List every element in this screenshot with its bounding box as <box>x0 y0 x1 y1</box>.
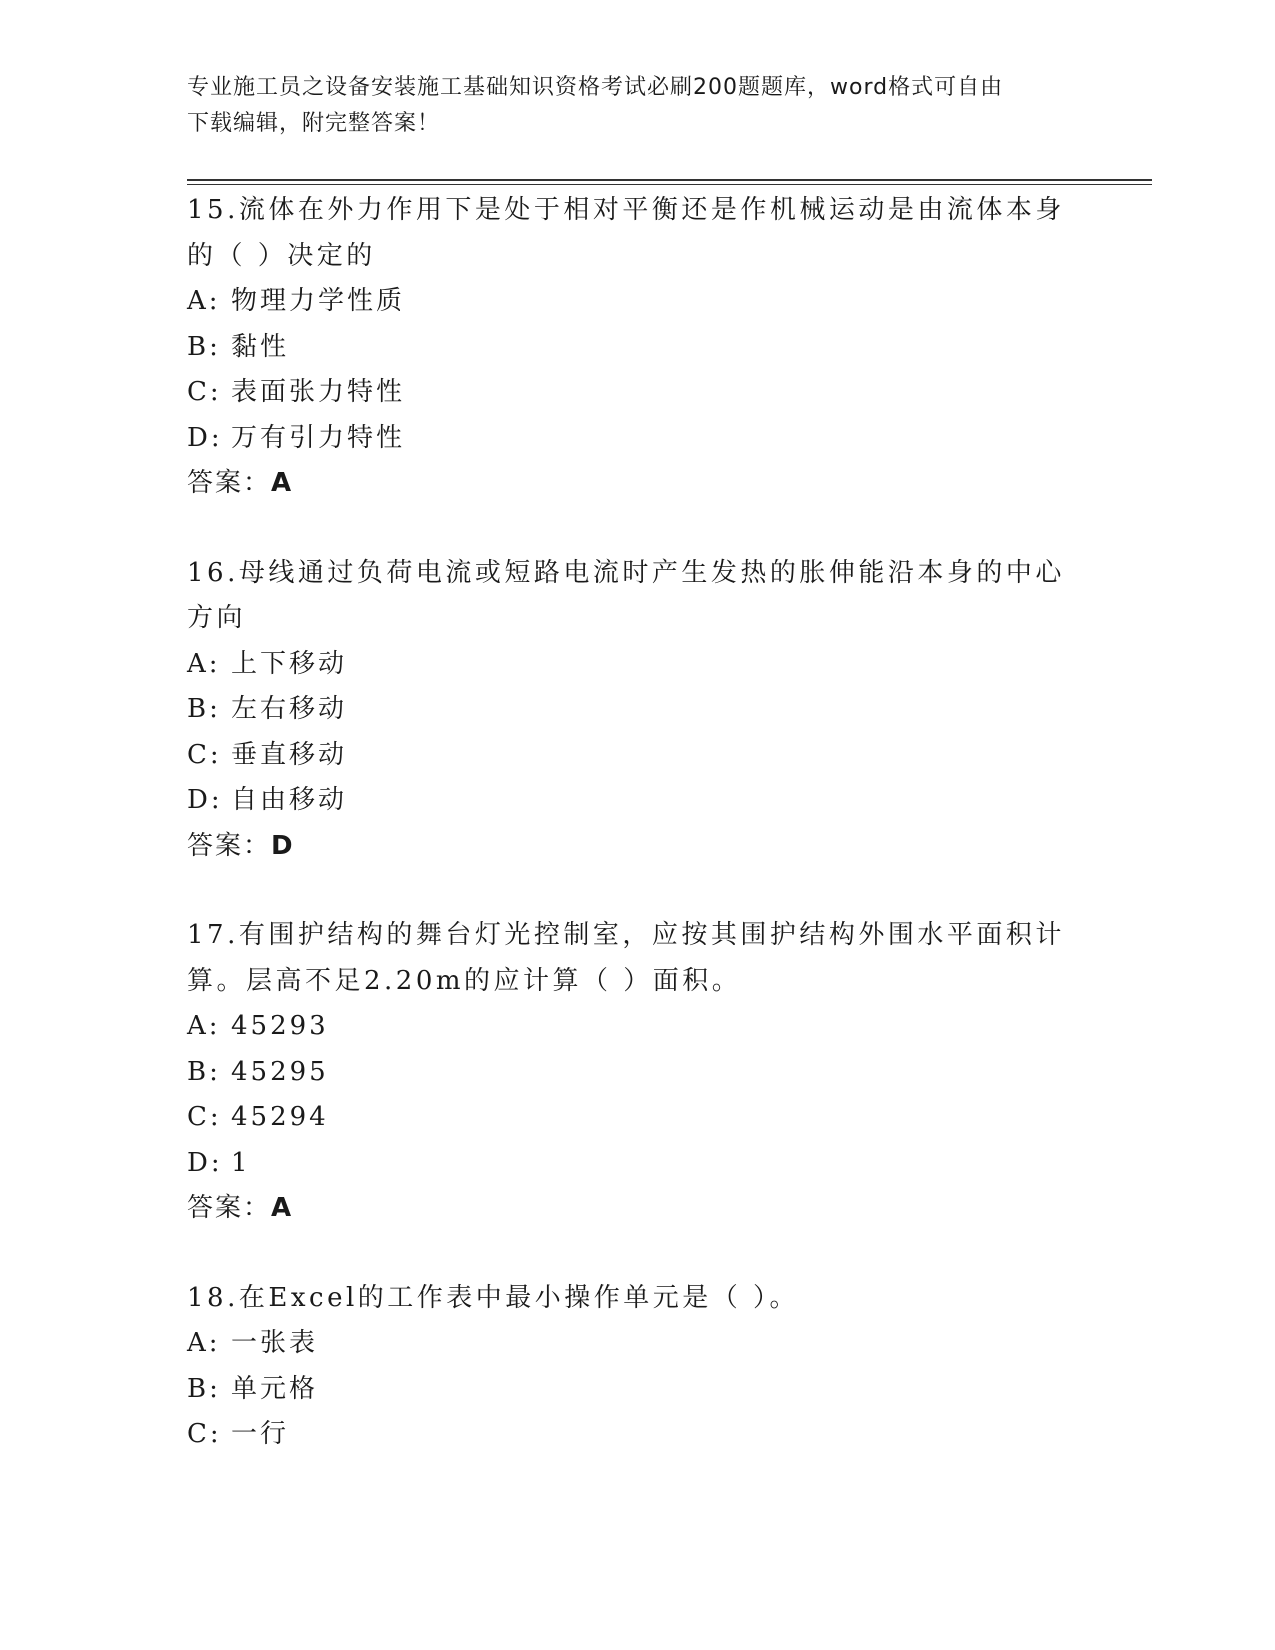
option-text: 上下移动 <box>231 648 348 679</box>
header-line-2: 下载编辑，附完整答案！ <box>187 111 441 136</box>
option-letter: B: <box>187 331 221 362</box>
option-letter: A: <box>187 1328 221 1358</box>
question-number: 15. <box>187 195 239 225</box>
option-text: 45294 <box>231 1102 329 1132</box>
header-divider-thin <box>187 184 1152 185</box>
answer-value: A <box>271 1193 294 1223</box>
question-text <box>187 188 1087 279</box>
question-16 <box>187 551 1087 870</box>
option-b <box>187 687 1087 733</box>
option-text: 单元格 <box>231 1373 319 1404</box>
answer-label: 答案： <box>187 468 272 498</box>
question-body: 流体在外力作用下是处于相对平衡还是作机械运动是由流体本身的（ ）决定的 <box>187 195 1065 271</box>
option-text: 物理力学性质 <box>231 286 406 316</box>
answer <box>187 461 1087 507</box>
option-letter: B: <box>187 694 221 724</box>
question-17 <box>187 913 1087 1232</box>
option-d <box>187 1141 1087 1187</box>
option-letter: A: <box>187 286 221 316</box>
option-text: 表面张力特性 <box>231 377 406 407</box>
option-text: 1 <box>231 1147 251 1178</box>
document-header <box>187 70 1087 142</box>
option-letter: D: <box>187 422 223 453</box>
question-number: 18. <box>187 1282 239 1313</box>
answer-value: A <box>271 468 294 498</box>
option-b <box>187 1050 1087 1096</box>
option-d <box>187 416 1087 462</box>
question-body: 在Excel的工作表中最小操作单元是（ ）。 <box>238 1282 800 1313</box>
option-a <box>187 1321 1087 1367</box>
question-text <box>187 1276 1087 1322</box>
header-line-1: 专业施工员之设备安装施工基础知识资格考试必刷200题题库，word格式可自由 <box>187 75 1004 100</box>
option-d <box>187 778 1087 824</box>
answer <box>187 824 1087 870</box>
option-c <box>187 370 1087 416</box>
question-number: 16. <box>187 557 239 588</box>
option-letter: D: <box>187 785 223 815</box>
option-letter: A: <box>187 648 221 679</box>
option-letter: B: <box>187 1056 221 1087</box>
option-c <box>187 733 1087 779</box>
question-list <box>187 188 1087 1502</box>
option-text: 万有引力特性 <box>231 422 406 453</box>
option-text: 一行 <box>231 1419 290 1449</box>
answer-label: 答案： <box>187 830 272 861</box>
option-a <box>187 279 1087 325</box>
option-letter: B: <box>187 1373 221 1404</box>
option-letter: C: <box>187 1419 222 1449</box>
option-c <box>187 1095 1087 1141</box>
option-text: 左右移动 <box>231 694 348 724</box>
option-text: 45295 <box>231 1056 329 1087</box>
answer-value: D <box>271 830 295 861</box>
option-a <box>187 1004 1087 1050</box>
option-c <box>187 1412 1087 1458</box>
question-15 <box>187 188 1087 507</box>
question-text <box>187 913 1087 1004</box>
option-text: 自由移动 <box>231 785 348 815</box>
question-body: 母线通过负荷电流或短路电流时产生发热的胀伸能沿本身的中心方向 <box>187 557 1065 633</box>
option-letter: C: <box>187 377 222 407</box>
option-text: 垂直移动 <box>231 739 348 770</box>
question-text <box>187 551 1087 642</box>
option-a <box>187 642 1087 688</box>
answer <box>187 1186 1087 1232</box>
option-text: 45293 <box>231 1011 329 1041</box>
option-text: 黏性 <box>231 331 290 362</box>
question-18 <box>187 1276 1087 1458</box>
option-letter: C: <box>187 1102 222 1132</box>
option-letter: D: <box>187 1147 223 1178</box>
answer-label: 答案： <box>187 1193 272 1223</box>
option-letter: A: <box>187 1011 221 1041</box>
option-letter: C: <box>187 739 222 770</box>
option-b <box>187 325 1087 371</box>
question-number: 17. <box>187 920 239 950</box>
header-divider-thick <box>187 179 1152 181</box>
option-text: 一张表 <box>231 1328 319 1358</box>
question-body: 有围护结构的舞台灯光控制室，应按其围护结构外围水平面积计算。层高不足2.20m的应计算（ ）面积。 <box>187 920 1065 996</box>
option-b <box>187 1367 1087 1413</box>
